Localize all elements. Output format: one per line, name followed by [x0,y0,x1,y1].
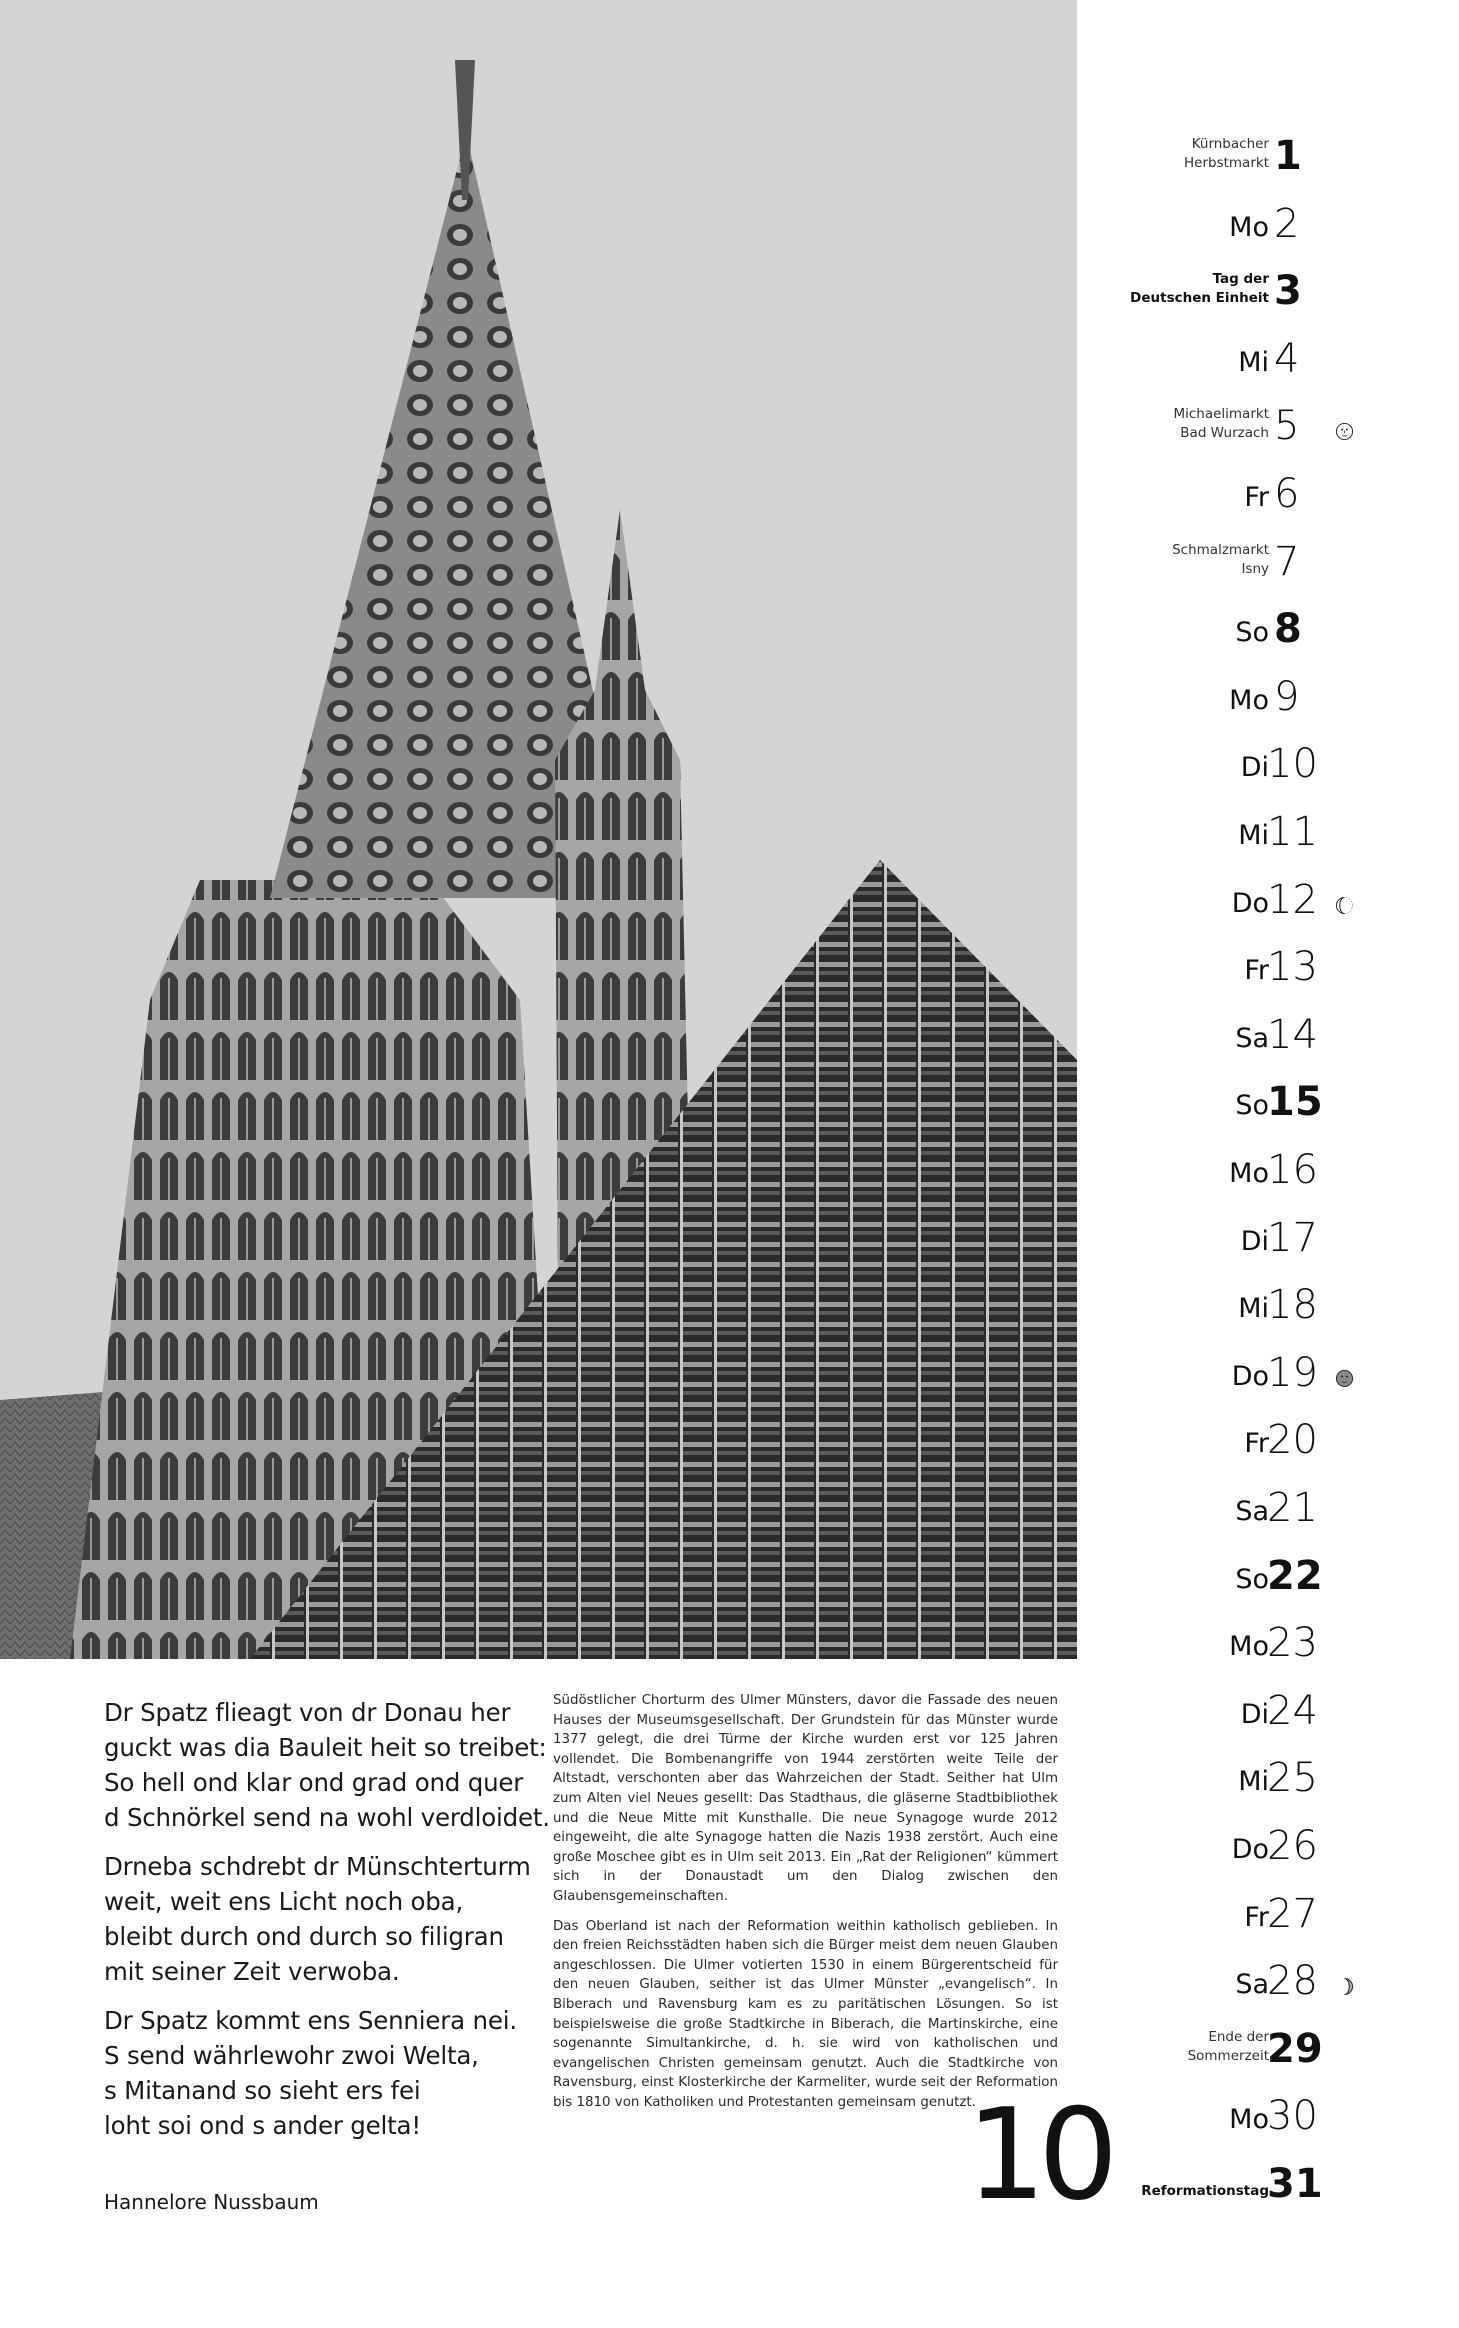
day-event-label: Ende der Sommerzeit [1187,2028,1269,2064]
day-number: 5 [1274,403,1300,450]
full-moon-icon [1335,422,1354,441]
day-number: 19 [1267,1349,1318,1396]
weekday-label: Mi [1238,1293,1269,1325]
weekday-label: Di [1240,1225,1269,1257]
first-quarter-icon [1335,1977,1354,1996]
day-number: 29 [1267,2025,1323,2072]
photo-caption [553,1691,1058,2122]
poem-line: S send währlewohr zwoi Welta, [104,2041,479,2070]
weekday-label: Mo [1229,2104,1269,2136]
weekday-label: So [1235,617,1269,649]
weekday-label: Do [1231,887,1269,919]
day-number: 10 [1267,741,1318,788]
day-number: 6 [1274,471,1300,517]
calendar-day-row [1077,1876,1459,1943]
calendar-day-row [1077,1605,1459,1672]
calendar-day-row [1077,1335,1459,1402]
day-number: 4 [1274,335,1300,382]
calendar-day-row [1077,321,1459,388]
poem-line: d Schnörkel send na wohl verdloidet. [104,1803,550,1832]
weekday-label: Fr [1244,1428,1269,1460]
day-number: 31 [1267,2161,1323,2207]
calendar-day-row [1077,1673,1459,1740]
weekday-label: Mo [1229,211,1269,243]
weekday-label: Mo [1229,684,1269,716]
day-number: 25 [1267,1755,1318,1802]
calendar-day-row [1077,929,1459,996]
poem-stanza [104,1695,550,1835]
weekday-label: Sa [1235,1969,1269,2001]
day-number: 23 [1267,1620,1318,1667]
calendar-day-row [1077,118,1459,185]
day-number: 8 [1274,606,1302,653]
poem [104,1695,550,2157]
day-number: 14 [1267,1011,1318,1058]
calendar-day-row [1077,1402,1459,1469]
calendar-day-row [1077,1267,1459,1334]
calendar-day-row [1077,1132,1459,1199]
poem-line: mit seiner Zeit verwoba. [104,1957,400,1986]
calendar-day-row [1077,659,1459,726]
day-number: 15 [1267,1079,1323,1126]
day-number: 27 [1267,1890,1318,1937]
calendar-day-row [1077,1470,1459,1537]
weekday-label: Di [1240,1698,1269,1730]
day-calendar [1077,0,1459,2328]
weekday-label: So [1235,1090,1269,1122]
day-event-label: Tag der Deutschen Einheit [1130,271,1269,307]
poem-line: s Mitanand so sieht ers fei [104,2076,421,2105]
day-number: 9 [1274,673,1300,720]
last-quarter-icon [1335,896,1354,915]
calendar-day-row [1077,862,1459,929]
poem-line: Drneba schdrebt dr Münschterturm [104,1852,531,1881]
caption-paragraph: Das Oberland ist nach der Reformation weithin katholisch geblieben. In den freien Reichsstädten haben sich die Bürger meist dem neuen Glauben angeschlossen. Die Ulmer votierten 1530 in einem Bürgerentscheid für den neuen Glauben, seither ist das Ulmer Münster „evangelisch“. In Biberach und Ravensburg kam es zu paritätischen Lösungen. So ist beispielsweise die große Stadtkirche in Biberach, die Martinskirche, eine sogenannte Simultankirche, d. h. sie wird von katholischen und evangelischen Christen gemeinsam genutzt. Auch die Stadtkirche von Ravensburg, einst Klosterkirche der Karmeliter, wurde seit der Reformation bis 1810 von Katholiken und Protestanten gemeinsam genutzt. [553,1918,1058,2110]
day-number: 12 [1267,876,1318,923]
day-event-label: Schmalzmarkt Isny [1172,541,1269,577]
weekday-label: Fr [1244,955,1269,987]
calendar-day-row [1077,726,1459,793]
poem-line: Dr Spatz kommt ens Senniera nei. [104,2006,517,2035]
poem-line: bleibt durch ond durch so filigran [104,1922,504,1951]
weekday-label: Sa [1235,1496,1269,1527]
weekday-label: Do [1231,1360,1269,1392]
calendar-day-row [1077,1200,1459,1267]
calendar-day-row [1077,794,1459,861]
day-number: 11 [1267,809,1318,855]
day-number: 1 [1274,133,1302,179]
day-number: 26 [1267,1823,1318,1869]
weekday-label: Mi [1238,346,1269,378]
calendar-day-row [1077,1740,1459,1807]
weekday-label: Sa [1235,1022,1269,1054]
caption-paragraph: Südöstlicher Chorturm des Ulmer Münsters, davor die Fassade des neuen Hauses der Museumsgesellschaft. Der Grundstein für das Münster wurde 1377 gelegt, die drei Türme der Kirche wurden erst vor 125 Jahren vollendet. Die Bombenangriffe von 1944 zerstörten weite Teile der Altstadt, verschonten aber das Wahrzeichen der Stadt. Seither hat Ulm zum Alten viel Neues gesellt: Das Stadthaus, die gläserne Stadtbibliothek und die Neue Mitte mit Kunsthalle. Die neue Synagoge wurde 2012 eingeweiht, die alte Synagoge hatten die Nazis 1938 zerstört. Auch eine große Moschee gibt es in Ulm seit 2013. Ein „Rat der Religionen“ kümmert sich in der Donaustadt um den Dialog zwischen den Glaubensgemeinschaften. [553,1693,1058,1904]
day-event-label: Michaelimarkt Bad Wurzach [1173,406,1269,442]
day-number: 13 [1267,944,1318,991]
month-number: 10 [966,2081,1111,2228]
day-number: 2 [1274,200,1300,247]
weekday-label: Fr [1244,482,1269,513]
new-moon-icon [1335,1369,1354,1388]
day-event-label: Reformationstag [1141,2183,1269,2199]
calendar-day-row [1077,997,1459,1064]
weekday-label: Mi [1238,820,1269,851]
calendar-day-row [1077,1943,1459,2010]
poem-stanza [104,2003,534,2143]
calendar-day-row [1077,591,1459,658]
weekday-label: So [1235,1563,1269,1595]
weekday-label: Mi [1238,1766,1269,1798]
day-number: 30 [1267,2093,1318,2140]
calendar-day-row [1077,2078,1459,2145]
weekday-label: Mo [1229,1158,1269,1189]
poem-line: So hell ond klar ond grad ond quer [104,1768,524,1797]
calendar-day-row [1077,388,1459,455]
calendar-day-row [1077,2011,1459,2078]
calendar-day-row [1077,1064,1459,1131]
day-number: 28 [1267,1958,1318,2005]
poem-stanza [104,1849,534,1989]
weekday-label: Fr [1244,1901,1269,1933]
day-number: 20 [1267,1417,1318,1464]
poem-line: weit, weit ens Licht noch oba, [104,1887,464,1916]
weekday-label: Mo [1229,1631,1269,1663]
day-number: 21 [1267,1485,1318,1531]
day-number: 16 [1267,1147,1318,1193]
day-number: 18 [1267,1282,1318,1329]
calendar-day-row [1077,253,1459,320]
poem-author: Hannelore Nussbaum [104,2190,319,2214]
calendar-day-row [1077,456,1459,523]
day-number: 3 [1274,268,1302,315]
poem-line: loht soi ond s ander gelta! [104,2111,421,2140]
day-number: 17 [1267,1214,1318,1261]
calendar-day-row [1077,1538,1459,1605]
weekday-label: Do [1231,1834,1269,1865]
day-number: 7 [1274,538,1300,585]
poem-line: Dr Spatz flieagt von dr Donau her [104,1698,511,1727]
poem-line: guckt was dia Bauleit heit so treibet: [104,1733,547,1762]
calendar-day-row [1077,1808,1459,1875]
weekday-label: Di [1240,752,1269,784]
day-number: 24 [1267,1687,1318,1734]
day-event-label: Kürnbacher Herbstmarkt [1184,136,1269,171]
calendar-day-row [1077,186,1459,253]
calendar-day-row [1077,524,1459,591]
calendar-day-row [1077,2146,1459,2213]
day-number: 22 [1267,1552,1323,1599]
